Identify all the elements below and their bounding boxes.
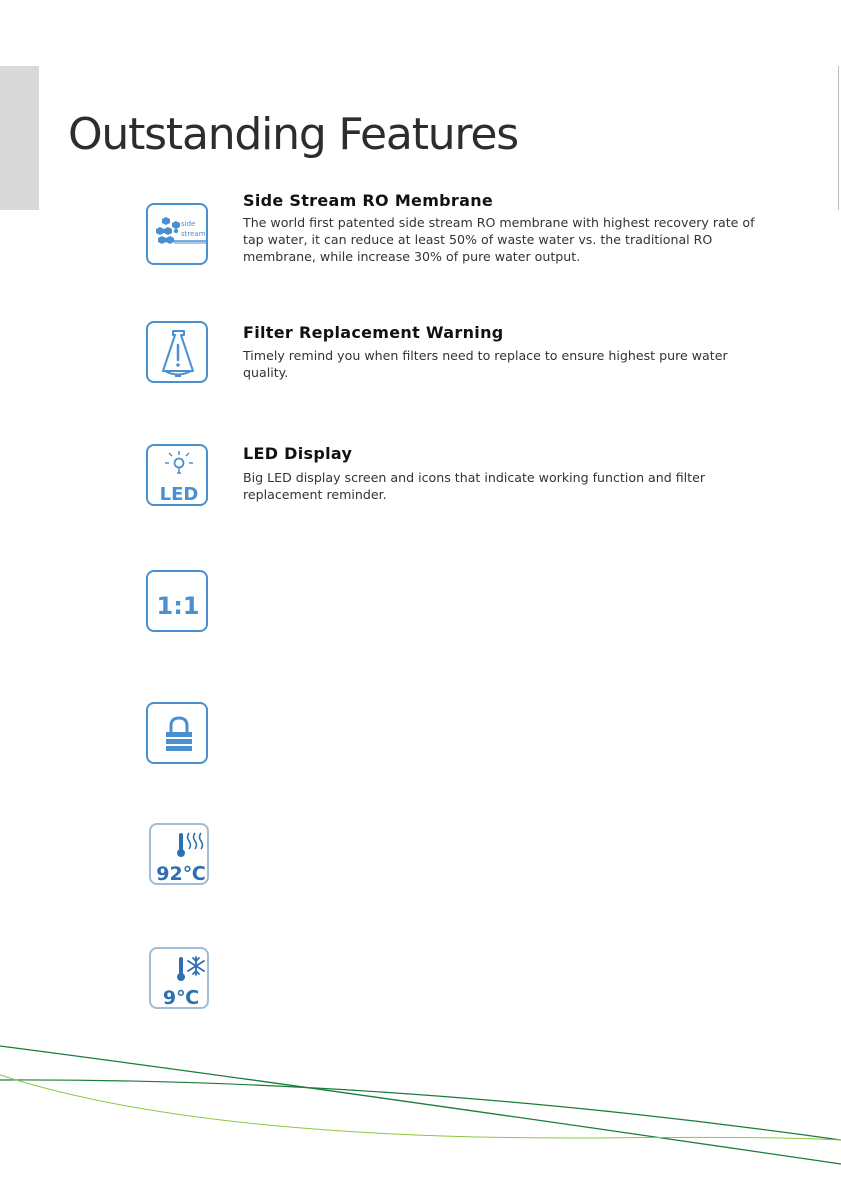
side-stream-icon-label-2: stream (181, 230, 206, 238)
cold-water-icon (149, 947, 209, 1009)
cold-water-icon-label: 9℃ (162, 987, 200, 1009)
ratio-icon (146, 570, 208, 632)
decorative-green-lines (0, 1030, 841, 1191)
hot-water-icon-label: 92℃ (156, 863, 206, 885)
ratio-icon-label: 1:1 (156, 592, 200, 620)
side-stream-icon (146, 203, 208, 265)
filter-warning-icon (146, 321, 208, 383)
hot-water-icon (149, 823, 209, 885)
led-icon-label: LED (159, 484, 199, 505)
feature-desc-filter-warning: Timely remind you when filters need to replace to ensure highest pure water quality. (243, 348, 728, 380)
page-edge-line (838, 66, 839, 210)
side-tab (0, 66, 39, 210)
feature-title-side-stream: Side Stream RO Membrane (243, 191, 494, 210)
feature-desc-side-stream: The world first patented side stream RO membrane with highest recovery rate of tap water, it can reduce at least 50% of waste water vs. the traditional RO membrane, while increase 30% of pure water output. (243, 215, 755, 264)
feature-desc-led-display: Big LED display screen and icons that indicate working function and filter replacement reminder. (243, 470, 706, 502)
page-title: Outstanding Features (68, 109, 518, 160)
feature-title-filter-warning: Filter Replacement Warning (243, 323, 504, 342)
feature-title-led-display: LED Display (243, 444, 353, 463)
side-stream-icon-label-1: side (181, 220, 196, 228)
lock-icon (146, 702, 208, 764)
led-display-icon (146, 444, 208, 506)
